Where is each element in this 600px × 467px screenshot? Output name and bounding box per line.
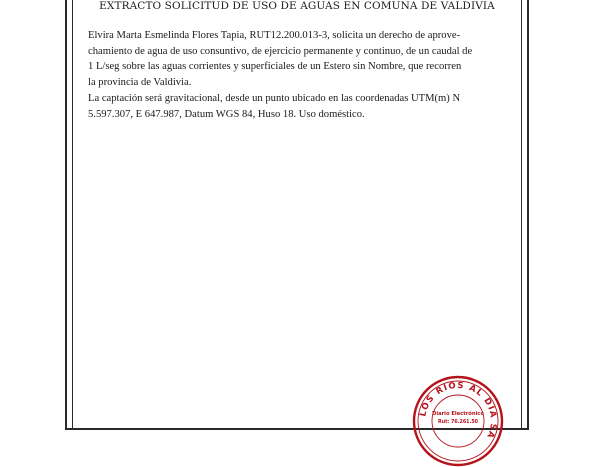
text-line: 5.597.307, E 647.987, Datum WGS 84, Huso 18. Uso doméstico.	[88, 108, 365, 120]
text-line: Elvira Marta Esmelinda Flores Tapia, RUT12.200.013-3, solicita un derecho de aprove-	[88, 30, 461, 41]
seal-inner-line-2: Rut: 76.261.50	[438, 420, 478, 425]
paragraph-request	[88, 28, 516, 91]
text-line: 1 L/seg sobre las aguas corrientes y superficiales de un Estero sin Nombre, que recorren	[88, 61, 462, 73]
document-title: EXTRACTO SOLICITUD DE USO DE AGUAS EN COMUNA DE VALDIVIA	[99, 0, 495, 12]
text-line: La captación será gravitacional, desde un punto ubicado en las coordenadas UTM(m) N	[88, 92, 461, 104]
document-body	[88, 28, 516, 122]
paragraph-captation	[88, 91, 516, 122]
text-line: la provincia de Valdivia.	[88, 77, 192, 89]
seal-ring-text: LOS RIOS AL DIA SA	[418, 380, 499, 441]
seal-inner-line-1: Diario Electrónico	[432, 411, 484, 417]
newspaper-seal-stamp	[412, 375, 504, 467]
text-line: chamiento de agua de uso consuntivo, de ejercicio permanente y continuo, de un caudal de	[88, 45, 473, 57]
